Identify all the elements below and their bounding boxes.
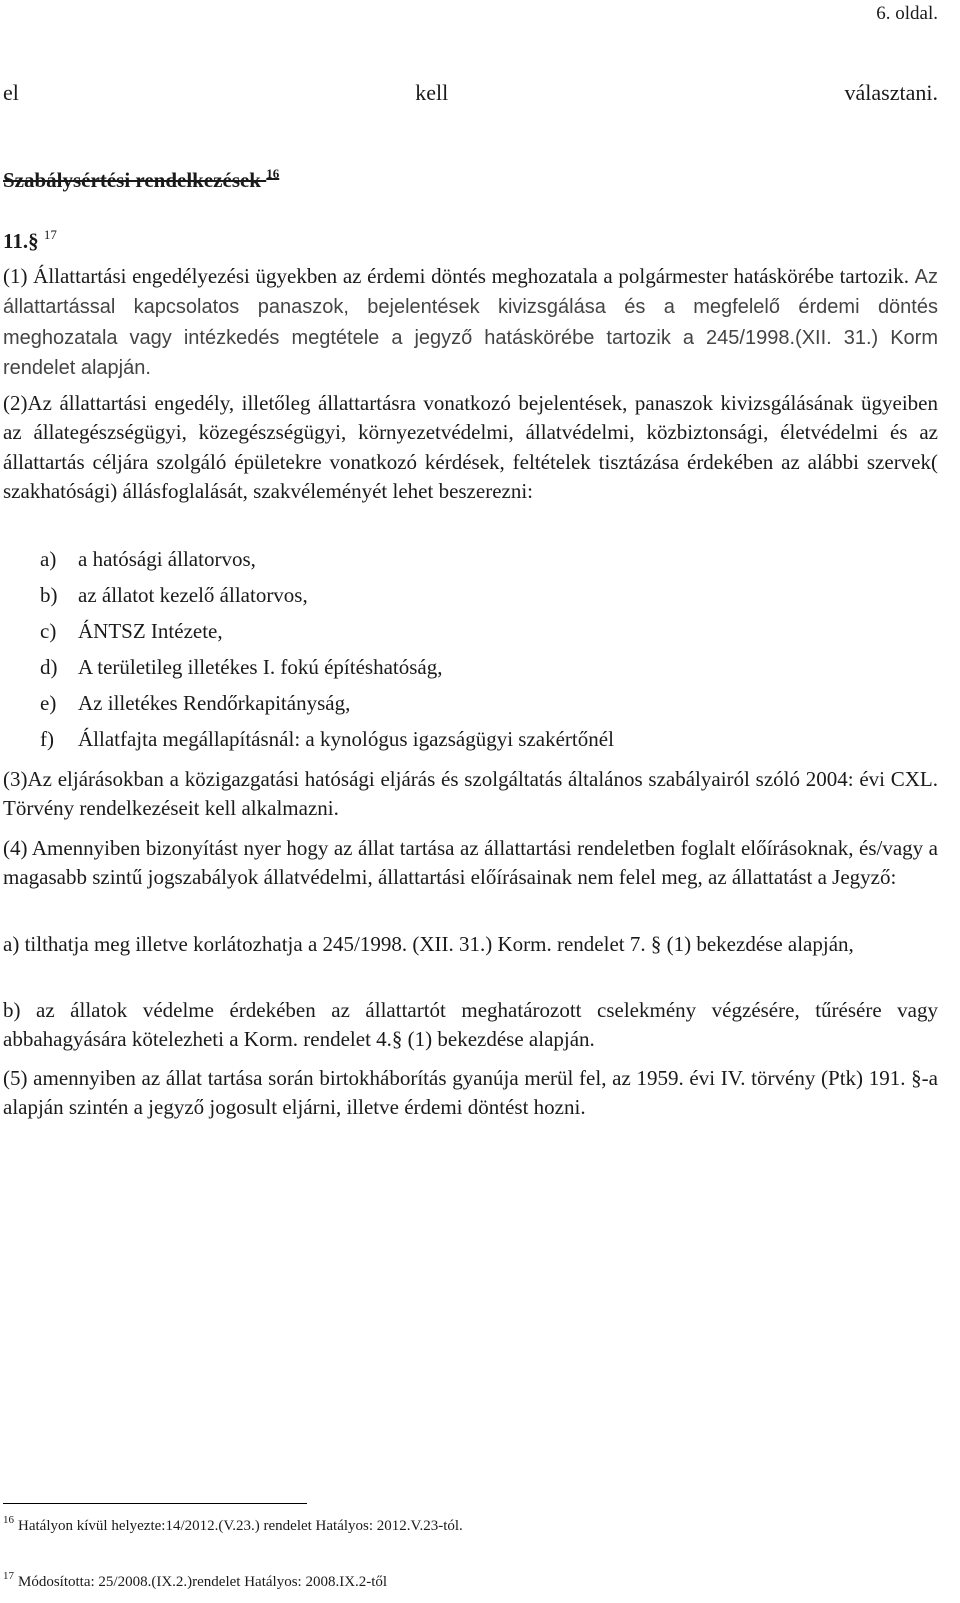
list-item bbox=[40, 652, 930, 688]
list-item bbox=[40, 724, 930, 760]
paragraph-2: (2)Az állattartási engedély, illetőleg állattartásra vonatkozó bejelentések, panaszok kivizsgálásának ügyeiben az állategészségügyi, közegészségügyi, környezetvédelmi, állatvédelmi, közbiztonsági, életvédelmi és az állattartás céljára szolgáló épületekre vonatkozó kérdések, feltételek tisztázása érdekében az alábbi szervek( szakhatósági) állásfoglalását, szakvéleményét lehet beszerezni: bbox=[3, 391, 938, 504]
page-number: 6. oldal. bbox=[876, 3, 938, 24]
list-text: Állatfajta megállapításnál: a kynológus igazságügyi szakértőnél bbox=[78, 727, 614, 751]
list-text: ÁNTSZ Intézete, bbox=[78, 619, 223, 643]
footnote-text: Módosította: 25/2008.(IX.2.)rendelet Hatályos: 2008.IX.2-től bbox=[18, 1574, 388, 1590]
list-letter: b) bbox=[40, 583, 58, 607]
list-letter: c) bbox=[40, 619, 57, 643]
section-number-text: 11.§ bbox=[3, 229, 44, 253]
heading-text: Szabálysértési rendelkezések bbox=[3, 168, 267, 192]
paragraph-4b: b) az állatok védelme érdekében az állattartót meghatározott cselekmény végzésére, tűrésére vagy abbahagyására kötelezheti a Korm. rendelet 4.§ (1) bekezdése alapján. bbox=[3, 998, 938, 1052]
footnote-ref: 16 bbox=[266, 166, 280, 181]
paragraph-4a: a) tilthatja meg illetve korlátozhatja a 245/1998. (XII. 31.) Korm. rendelet 7. § (1) bekezdése alapján, bbox=[3, 932, 854, 956]
footnote bbox=[3, 1514, 463, 1535]
spread-word: el bbox=[3, 80, 19, 105]
list-text: Az illetékes Rendőrkapitányság, bbox=[78, 691, 351, 715]
section-number bbox=[3, 227, 57, 254]
footnote-number: 16 bbox=[3, 1514, 14, 1526]
list-item bbox=[40, 616, 930, 652]
list-item bbox=[40, 688, 930, 724]
section-heading bbox=[3, 166, 279, 193]
list-text: az állatot kezelő állatorvos, bbox=[78, 583, 308, 607]
footnote-separator bbox=[3, 1503, 307, 1504]
spread-word: választani. bbox=[844, 80, 938, 105]
paragraph-5: (5) amennyiben az állat tartása során birtokháborítás gyanúja merül fel, az 1959. évi IV. törvény (Ptk) 191. §-a alapján szintén a jegyző jogosult eljárni, illetve érdemi döntést hozni. bbox=[3, 1066, 938, 1120]
footnote-number: 17 bbox=[3, 1570, 14, 1582]
paragraph-1-text: (1) Állattartási engedélyezési ügyekben az érdemi döntés meghozatala a polgármester hatáskörébe tartozik. bbox=[3, 264, 915, 288]
footnote-text: Hatályon kívül helyezte:14/2012.(V.23.) rendelet Hatályos: 2012.V.23-tól. bbox=[18, 1518, 463, 1534]
footnote-ref: 17 bbox=[43, 227, 57, 242]
list-letter: a) bbox=[40, 547, 57, 571]
list-text: a hatósági állatorvos, bbox=[78, 547, 256, 571]
paragraph-1 bbox=[3, 262, 938, 384]
authority-list bbox=[40, 544, 930, 760]
spread-word: kell bbox=[415, 80, 449, 105]
list-item bbox=[40, 544, 930, 580]
spread-line bbox=[3, 80, 938, 106]
paragraph-4: (4) Amennyiben bizonyítást nyer hogy az állat tartása az állattartási rendeletben foglalt előírásoknak, és/vagy a magasabb szintű jogszabályok állatvédelmi, állattartási előírásainak nem felel meg, az állattatást a Jegyző: bbox=[3, 836, 938, 890]
list-letter: f) bbox=[40, 727, 54, 751]
list-letter: e) bbox=[40, 691, 57, 715]
footnote bbox=[3, 1570, 387, 1591]
list-item bbox=[40, 580, 930, 616]
list-letter: d) bbox=[40, 655, 58, 679]
paragraph-1-inserted-text: Az állattartással kapcsolatos panaszok, bejelentések kivizsgálása és a megfelelő érdemi döntés meghozatala vagy intézkedés megtétele a jegyző hatáskörébe tartozik a 245/1998.(XII. 31.) Korm rendelet alapján. bbox=[3, 266, 938, 380]
list-text: A területileg illetékes I. fokú építéshatóság, bbox=[78, 655, 443, 679]
paragraph-3: (3)Az eljárásokban a közigazgatási hatósági eljárás és szolgáltatás általános szabályairól szóló 2004: évi CXL. Törvény rendelkezéseit kell alkalmazni. bbox=[3, 767, 938, 821]
